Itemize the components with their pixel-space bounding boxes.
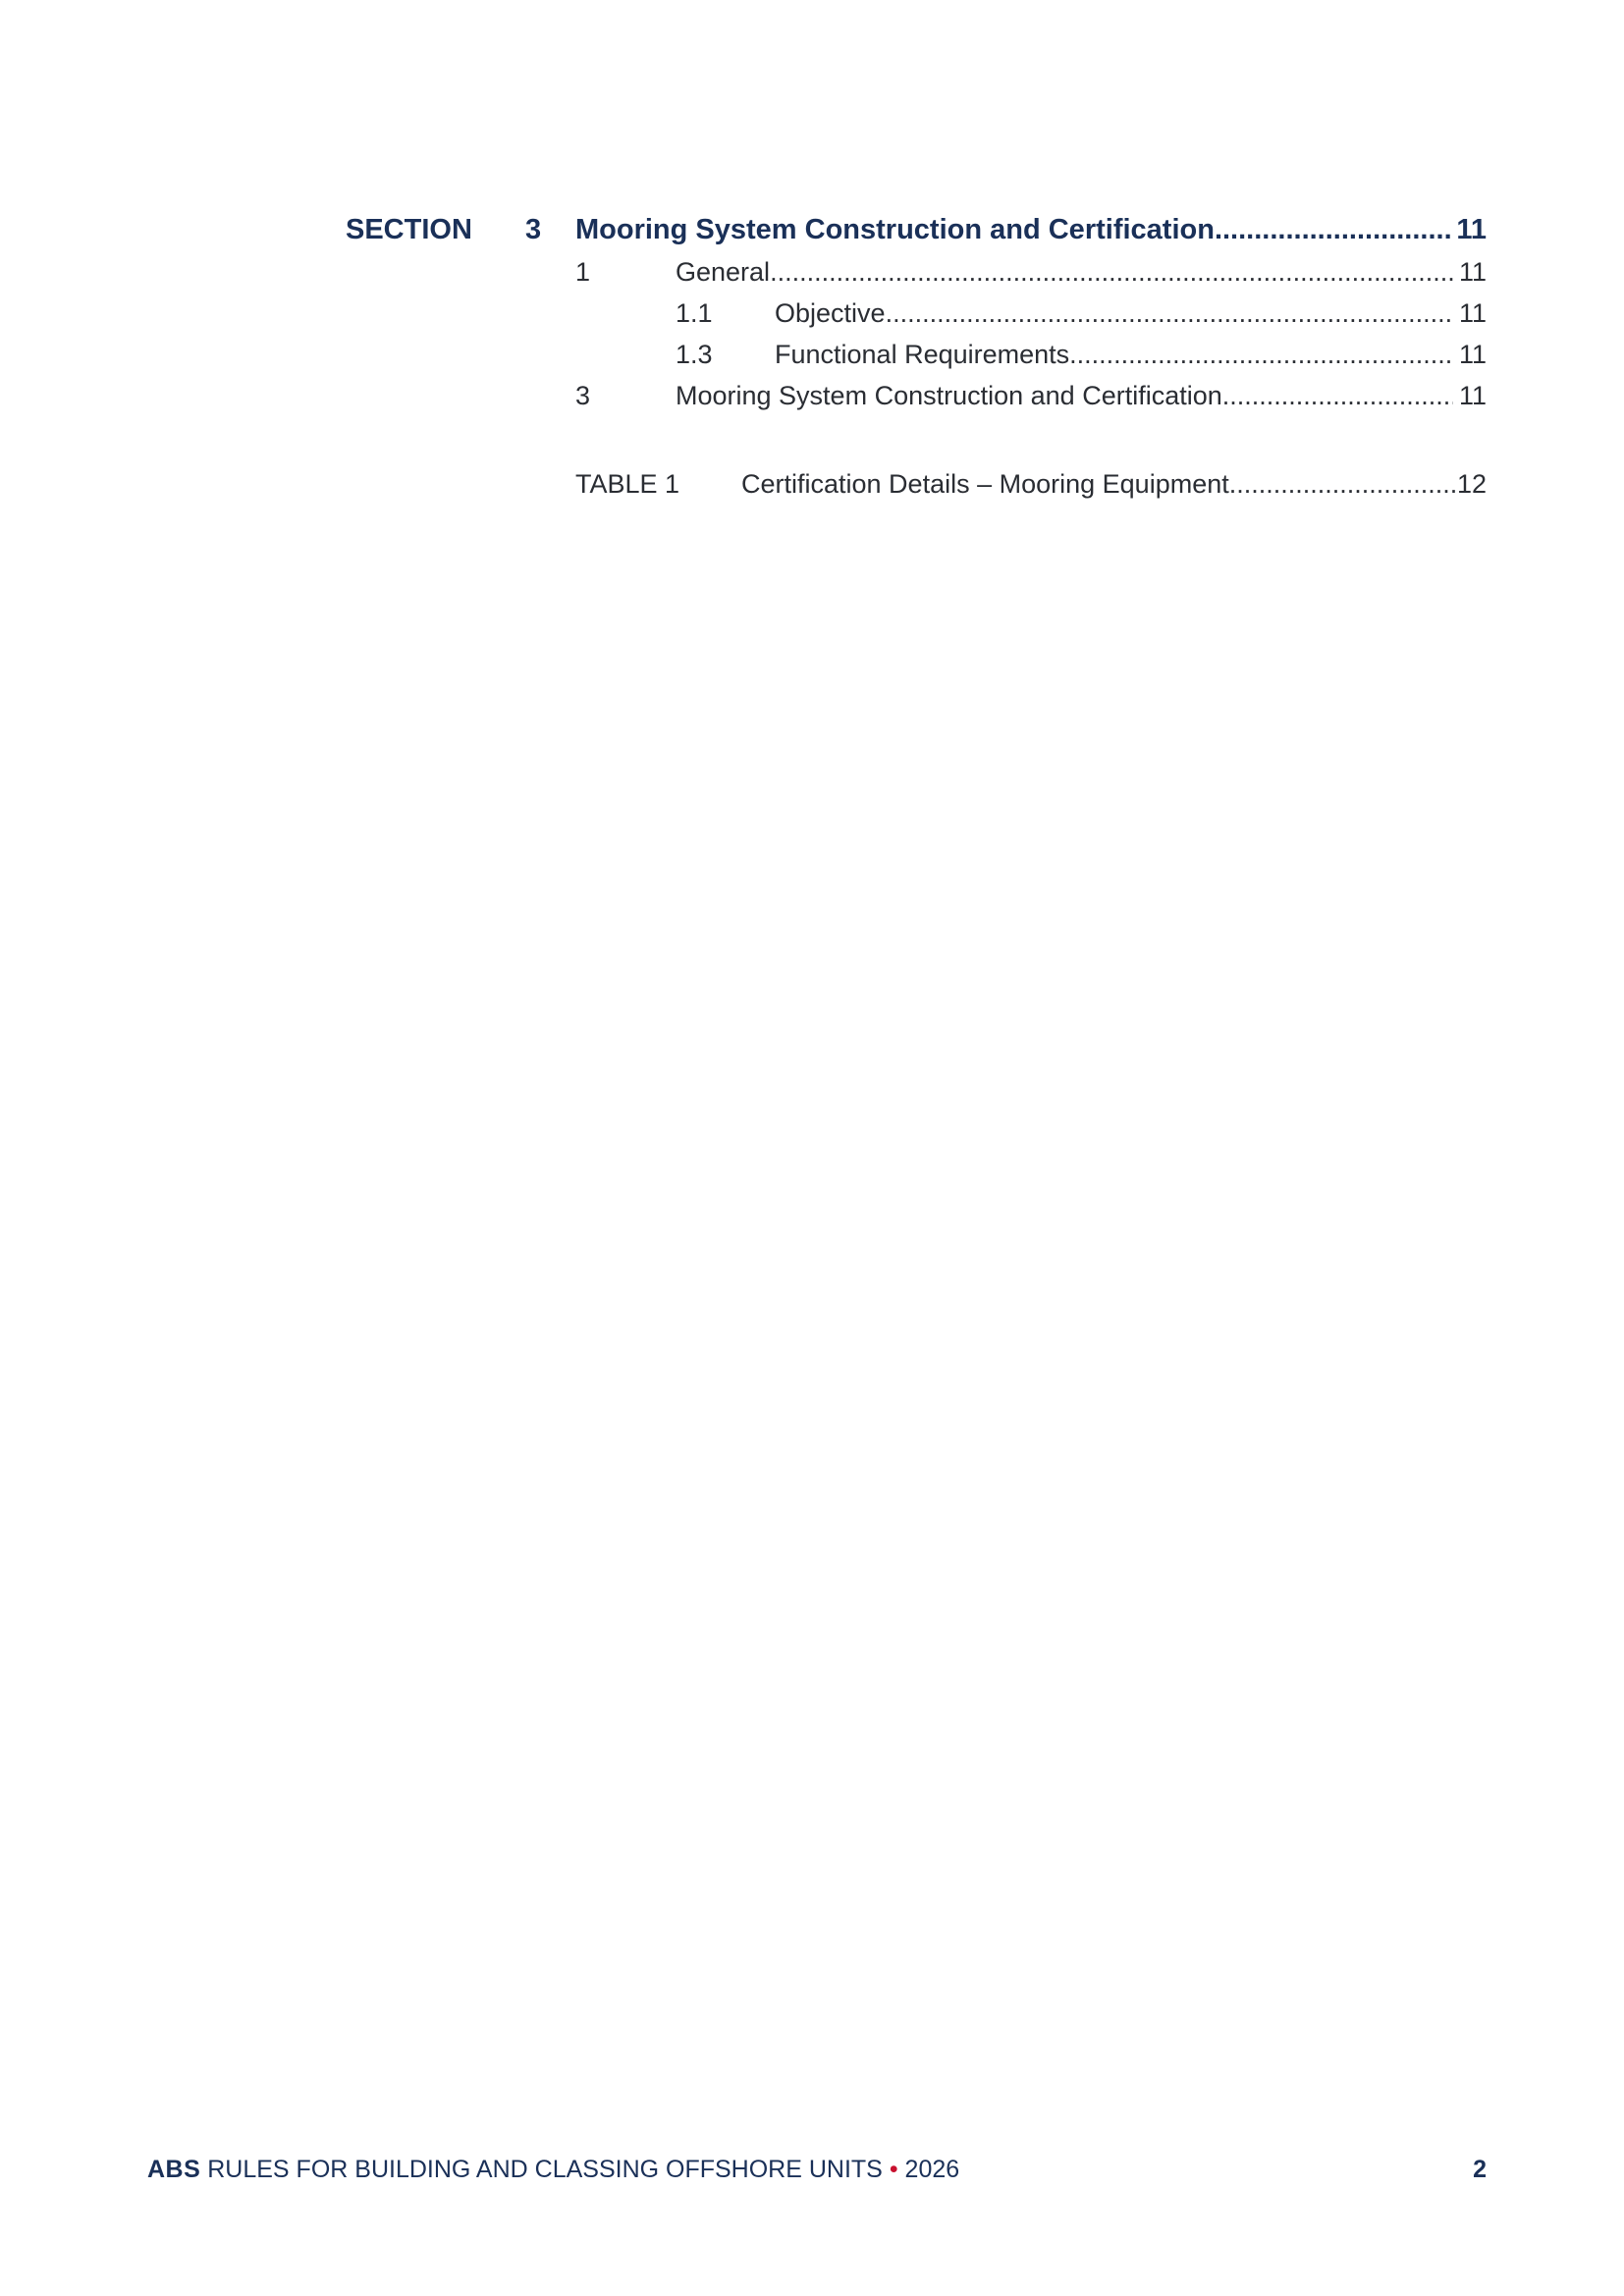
- toc-entry-title: Functional Requirements: [775, 340, 1070, 369]
- footer-document-title: RULES FOR BUILDING AND CLASSING OFFSHORE UNITS: [207, 2156, 883, 2183]
- toc-entry[interactable]: [575, 381, 1487, 411]
- page-footer: [147, 2156, 1487, 2184]
- dot-leader: [1215, 214, 1452, 246]
- footer-year: 2026: [904, 2156, 960, 2183]
- toc-entry-page: 11: [1458, 381, 1487, 410]
- section-number: 3: [525, 214, 542, 245]
- section-page-number: 11: [1456, 214, 1487, 245]
- toc-entry-title: Objective: [775, 298, 886, 328]
- footer-bullet: •: [889, 2156, 898, 2183]
- dot-leader: [1222, 381, 1453, 411]
- toc-entry[interactable]: [575, 257, 1487, 288]
- dot-leader: [770, 257, 1453, 288]
- table-page-number: 12: [1456, 469, 1487, 499]
- table-title: Certification Details – Mooring Equipment: [741, 469, 1229, 499]
- footer-page-number: 2: [1473, 2156, 1487, 2183]
- abs-logo-text: ABS: [147, 2156, 201, 2183]
- table-label: TABLE 1: [575, 469, 680, 499]
- toc-entry-title: General: [676, 257, 771, 287]
- dot-leader: [1229, 469, 1455, 500]
- toc-entry-number: 3: [575, 381, 591, 410]
- footer-title-group: [147, 2156, 959, 2184]
- toc-entry-page: 11: [1458, 340, 1487, 369]
- toc-entry-page: 11: [1458, 298, 1487, 328]
- toc-entry-number: 1.3: [676, 340, 713, 369]
- toc-table-entry[interactable]: [575, 469, 1487, 500]
- toc-entry-number: 1.1: [676, 298, 713, 328]
- dot-leader: [1069, 340, 1453, 370]
- toc-subentry[interactable]: [676, 298, 1487, 329]
- toc-section-heading[interactable]: [346, 214, 1487, 246]
- toc-subentry[interactable]: [676, 340, 1487, 370]
- toc-entry-number: 1: [575, 257, 591, 287]
- section-label: SECTION: [346, 214, 472, 245]
- section-title: Mooring System Construction and Certification: [575, 214, 1215, 245]
- toc-entry-page: 11: [1458, 257, 1487, 287]
- toc-entry-title: Mooring System Construction and Certification: [676, 381, 1222, 410]
- dot-leader: [886, 298, 1453, 329]
